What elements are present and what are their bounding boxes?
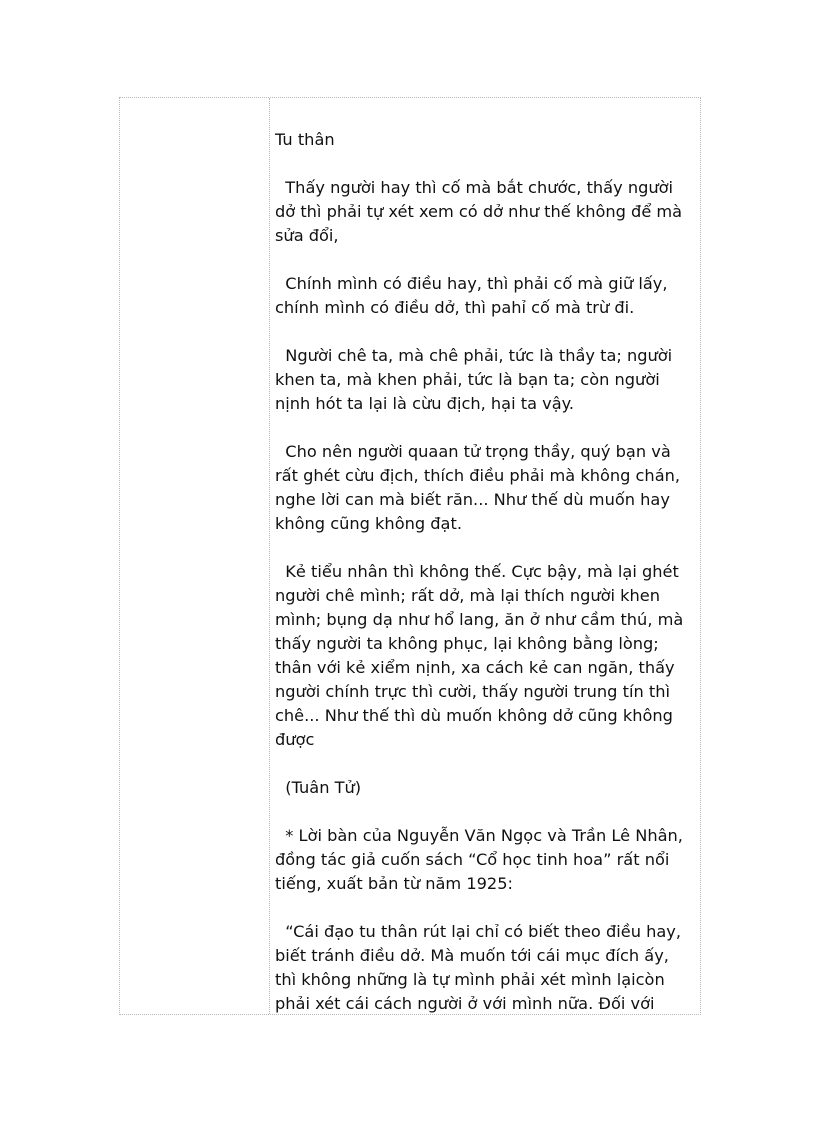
- paragraph-5: Kẻ tiểu nhân thì không thế. Cực bậy, mà lại ghét người chê mình; rất dở, mà lại thích người khen mình; bụng dạ như hổ lang, ăn ở như cầm thú, mà thấy người ta không phục, lại không bằng lòng; thân với kẻ xiểm nịnh, xa cách kẻ can ngăn, thấy người chính trực thì cười, thấy người trung tín thì chê... Như thế thì dù muốn không dở cũng không được: [275, 562, 689, 749]
- paragraph-4: Cho nên người quaan tử trọng thầy, quý bạn và rất ghét cừu địch, thích điều phải mà không chán, nghe lời can mà biết răn... Như thế dù muốn hay không cũng không đạt.: [275, 442, 686, 533]
- commentary-intro: * Lời bàn của Nguyễn Văn Ngọc và Trần Lê Nhân, đồng tác giả cuốn sách “Cổ học tinh hoa” rất nổi tiếng, xuất bản từ năm 1925:: [275, 826, 689, 893]
- paragraph-2: Chính mình có điều hay, thì phải cố mà giữ lấy, chính mình có điều dở, thì pahỉ cố mà trừ đi.: [275, 274, 673, 317]
- paragraph-1: Thấy người hay thì cố mà bắt chước, thấy người dở thì phải tự xét xem có dở như thế không để mà sửa đổi,: [275, 178, 688, 245]
- commentary-quote: “Cái đạo tu thân rút lại chỉ có biết theo điều hay, biết tránh điều dở. Mà muốn tới cái mục đích ấy, thì không những là tự mình phải xét mình lạicòn phải xét cái cách người ở với mình nữa. Đối với: [275, 922, 687, 1013]
- content-cell: [271, 98, 700, 1014]
- left-empty-cell: [120, 98, 270, 1014]
- document-table: [119, 97, 701, 1015]
- attribution: (Tuân Tử): [275, 778, 362, 797]
- paragraph-3: Người chê ta, mà chê phải, tức là thầy ta; người khen ta, mà khen phải, tức là bạn ta; còn người nịnh hót ta lại là cừu địch, hại ta vậy.: [275, 346, 678, 413]
- document-title: Tu thân: [275, 130, 335, 149]
